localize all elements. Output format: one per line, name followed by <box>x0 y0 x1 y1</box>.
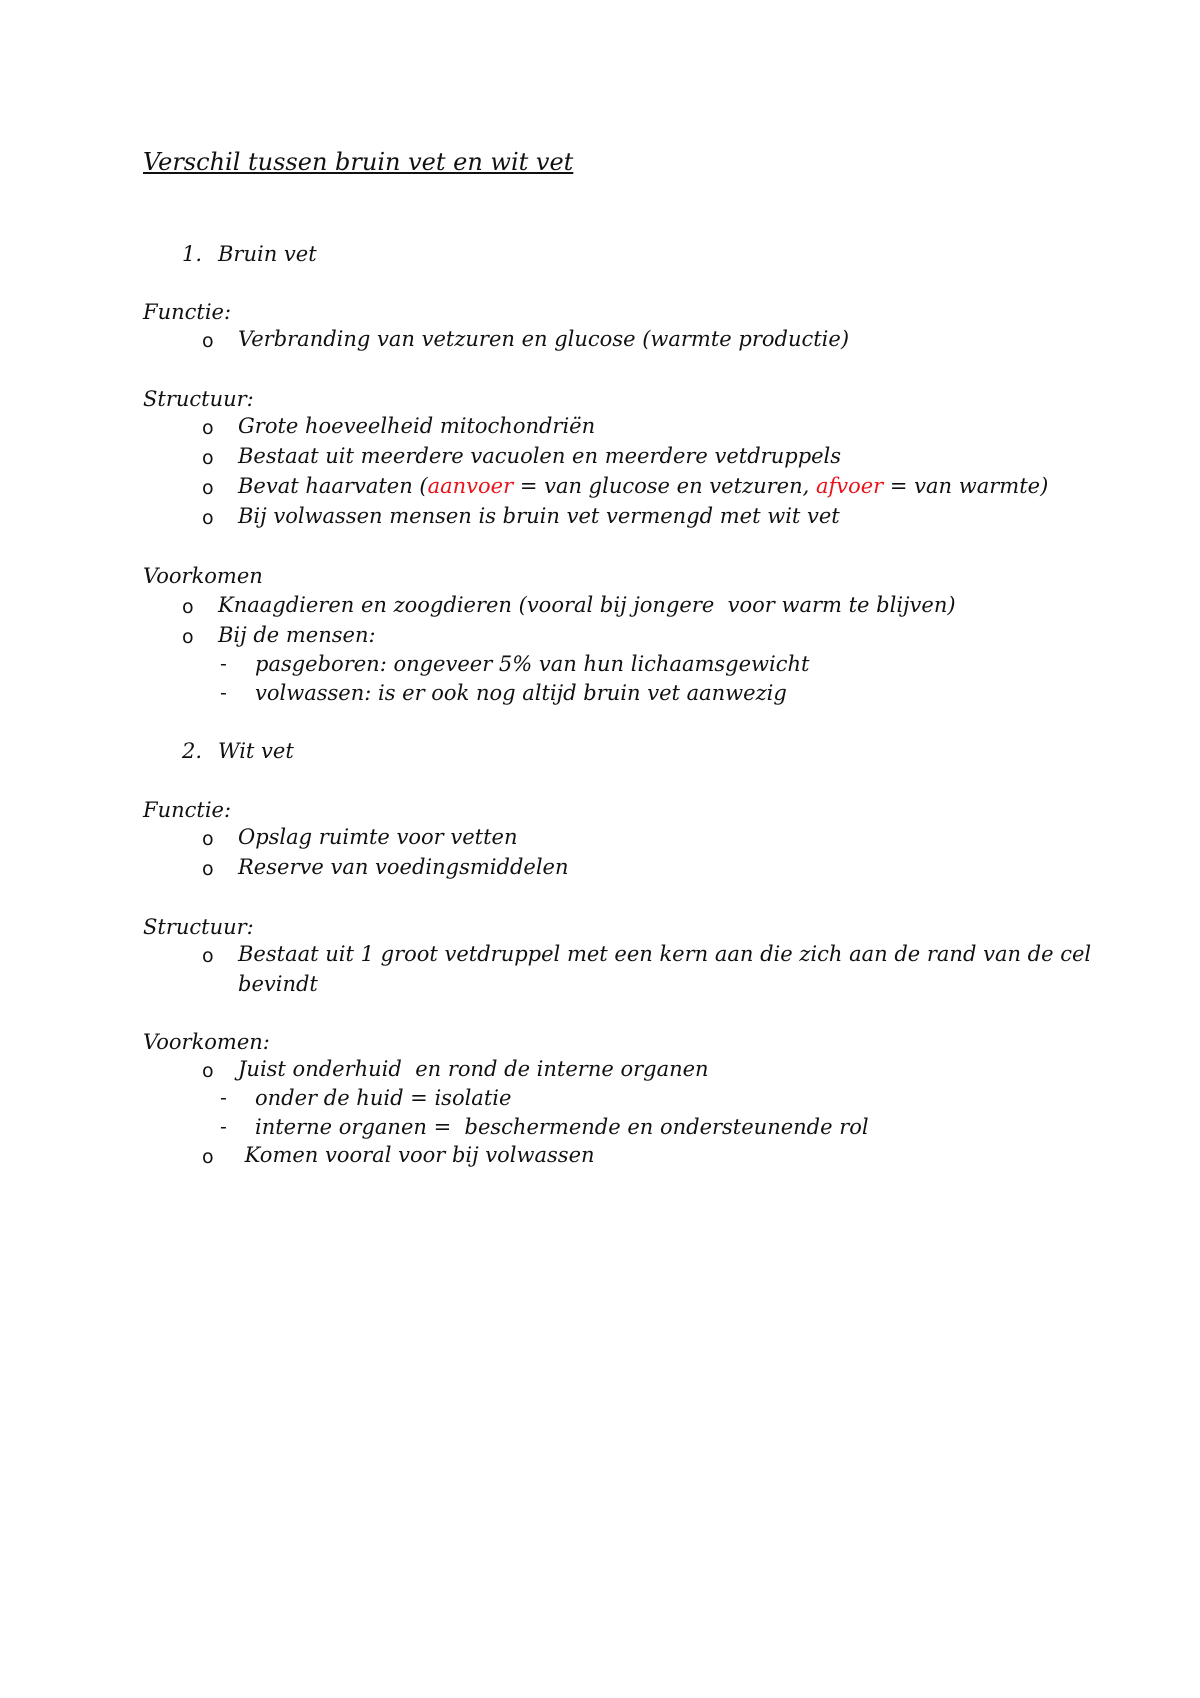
s2-structuur-item-cont: bevindt <box>238 972 318 996</box>
section-1-number: 1. <box>182 242 203 266</box>
s2-voorkomen-item: Juist onderhuid en rond de interne organen <box>238 1057 709 1081</box>
bullet: o <box>202 945 214 967</box>
s1-voorkomen-item: Knaagdieren en zoogdieren (vooral bij jongere voor warm te blijven) <box>218 593 956 617</box>
dash: - <box>220 653 227 675</box>
section-1-heading: Bruin vet <box>218 242 317 266</box>
dash: - <box>220 682 227 704</box>
dash: - <box>220 1116 227 1138</box>
section-2-number: 2. <box>182 739 203 763</box>
s1-functie-item: Verbranding van vetzuren en glucose (warmte productie) <box>238 327 850 351</box>
bullet: o <box>182 626 194 648</box>
document-title: Verschil tussen bruin vet en wit vet <box>143 148 574 176</box>
s1-voorkomen-label: Voorkomen <box>143 564 263 588</box>
s2-functie-item: Opslag ruimte voor vetten <box>238 825 518 849</box>
s2-voorkomen-item: Komen vooral voor bij volwassen <box>238 1143 595 1167</box>
s2-voorkomen-label: Voorkomen: <box>143 1030 270 1054</box>
section-2-heading: Wit vet <box>218 739 294 763</box>
s1-voorkomen-subitem: volwassen: is er ook nog altijd bruin vet aanwezig <box>255 681 787 705</box>
s2-structuur-item: Bestaat uit 1 groot vetdruppel met een kern aan die zich aan de rand van de cel <box>238 942 1092 966</box>
bullet: o <box>202 1060 214 1082</box>
bullet: o <box>202 507 214 529</box>
haarvaten-post: = van warmte) <box>883 474 1049 498</box>
s1-structuur-item: Bij volwassen mensen is bruin vet vermengd met wit vet <box>238 504 840 528</box>
bullet: o <box>202 828 214 850</box>
s1-structuur-item: Grote hoeveelheid mitochondriën <box>238 414 596 438</box>
s1-structuur-item: Bestaat uit meerdere vacuolen en meerdere vetdruppels <box>238 444 842 468</box>
s1-structuur-haarvaten <box>238 472 1048 500</box>
bullet: o <box>202 447 214 469</box>
s2-functie-label: Functie: <box>143 798 232 822</box>
bullet: o <box>202 858 214 880</box>
afvoer-highlight: afvoer <box>815 474 884 498</box>
s2-voorkomen-subitem: onder de huid = isolatie <box>255 1086 512 1110</box>
s1-functie-label: Functie: <box>143 300 232 324</box>
bullet: o <box>202 477 214 499</box>
bullet: o <box>202 417 214 439</box>
s1-structuur-label: Structuur: <box>143 387 254 411</box>
bullet: o <box>202 330 214 352</box>
haarvaten-pre: Bevat haarvaten ( <box>238 474 428 498</box>
bullet: o <box>182 596 194 618</box>
s2-voorkomen-subitem: interne organen = beschermende en ondersteunende rol <box>255 1115 869 1139</box>
bullet: o <box>202 1146 214 1168</box>
s1-voorkomen-subitem: pasgeboren: ongeveer 5% van hun lichaamsgewicht <box>255 652 810 676</box>
s1-voorkomen-item: Bij de mensen: <box>218 623 376 647</box>
s2-functie-item: Reserve van voedingsmiddelen <box>238 855 569 879</box>
dash: - <box>220 1087 227 1109</box>
haarvaten-mid: = van glucose en vetzuren, <box>513 474 816 498</box>
aanvoer-highlight: aanvoer <box>427 474 514 498</box>
s2-structuur-label: Structuur: <box>143 915 254 939</box>
